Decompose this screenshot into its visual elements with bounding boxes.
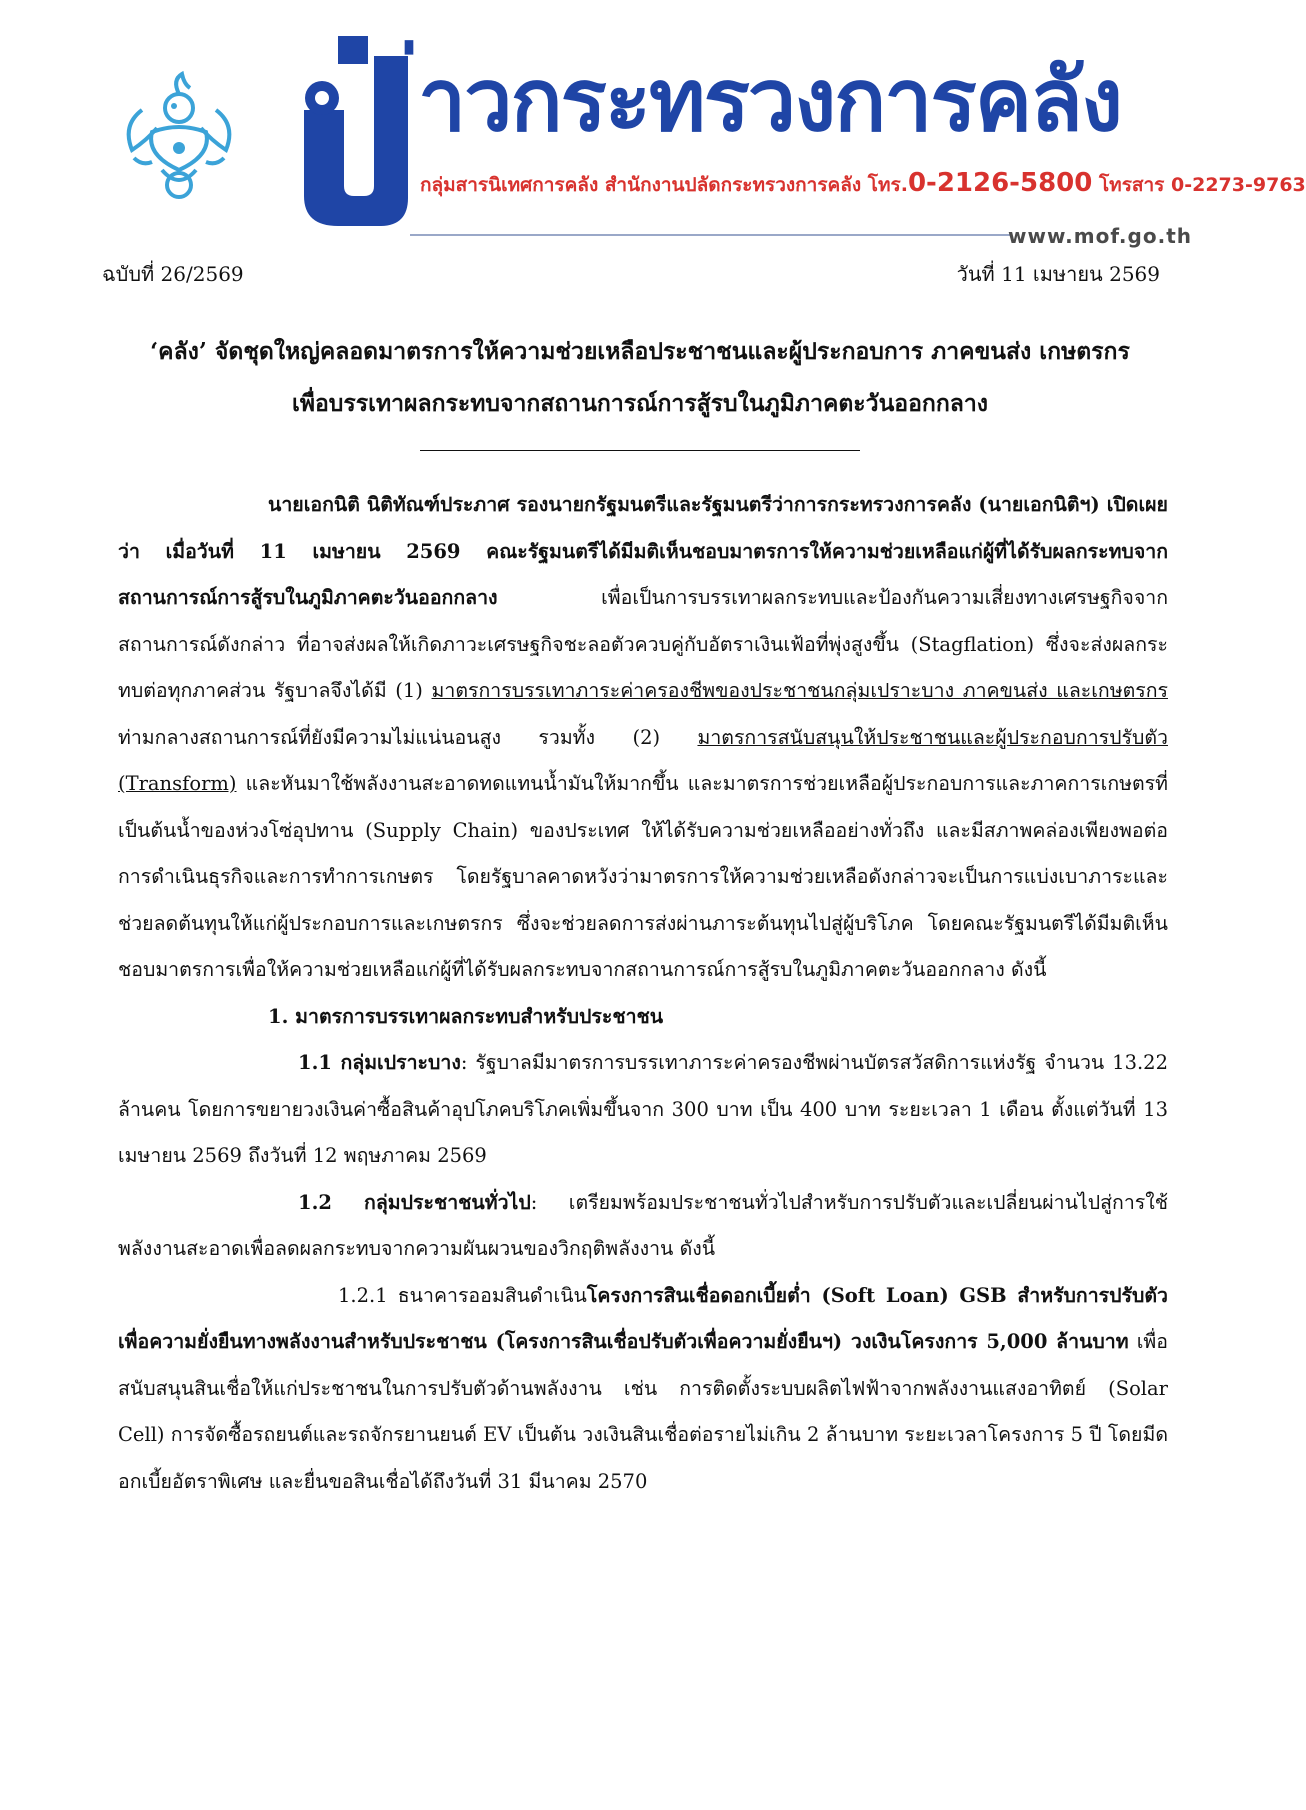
headline xyxy=(100,326,1180,430)
section-1-1 xyxy=(118,1040,1168,1180)
intro-bold: นายเอกนิติ นิติทัณฑ์ประภาศ รองนายกรัฐมนตรีและรัฐมนตรีว่าการกระทรวงการคลัง (นายเอกนิติฯ) เปิดเผยว่า เมื่อวันที่ 11 เมษายน 2569 คณะรัฐมนตรีได้มีมติเห็นชอบมาตรการให้ความช่วยเหลือแก่ผู้ที่ได้รับผลกระทบจากสถานการณ์การสู้รบในภูมิภาคตะวันออกกลาง xyxy=(118,493,1168,609)
release-date: วันที่ 11 เมษายน 2569 xyxy=(956,262,1160,286)
intro-text-3: และหันมาใช้พลังงานสะอาดทดแทนน้ำมันให้มากขึ้น และมาตรการช่วยเหลือผู้ประกอบการและภาคการเกษตรที่เป็นต้นน้ำของห่วงโซ่อุปทาน (Supply Chain) ของประเทศ ให้ได้รับความช่วยเหลืออย่างทั่วถึง และมีสภาพคล่องเพียงพอต่อการดำเนินธุรกิจและการทำการเกษตร โดยรัฐบาลคาดหวังว่ามาตรการให้ความช่วยเหลือดังกล่าวจะเป็นการแบ่งเบาภาระและช่วยลดต้นทุนให้แก่ผู้ประกอบการและเกษตรกร ซึ่งจะช่วยลดการส่งผ่านภาระต้นทุนไปสู่ผู้บริโภค โดยคณะรัฐมนตรีได้มีมติเห็นชอบมาตรการเพื่อให้ความช่วยเหลือแก่ผู้ที่ได้รับผลกระทบจากสถานการณ์การสู้รบในภูมิภาคตะวันออกกลาง ดังนี้ xyxy=(118,772,1168,981)
brand-initial-letter xyxy=(282,36,422,226)
brand-title: ่าวกระทรวงการคลัง xyxy=(420,51,1121,151)
paragraph-intro xyxy=(118,482,1168,994)
fax-number: 0-2273-9763 xyxy=(1171,174,1306,196)
measure-2-underlined: มาตรการสนับสนุนให้ประชาชนและผู้ประกอบการปรับตัว (Transform) xyxy=(118,725,1168,795)
section-1-2 xyxy=(118,1180,1168,1273)
measure-1-underlined: มาตรการบรรเทาภาระค่าครองชีพของประชาชนกลุ่มเปราะบาง ภาคขนส่ง และเกษตรกร xyxy=(431,679,1168,702)
section-1-2-1-bold: โครงการสินเชื่อดอกเบี้ยต่ำ (Soft Loan) GSB สำหรับการปรับตัวเพื่อความยั่งยืนทางพลังงานสำหรับประชาชน (โครงการสินเชื่อปรับตัวเพื่อความยั่งยืนฯ) วงเงินโครงการ 5,000 ล้านบาท xyxy=(118,1283,1168,1353)
ministry-garuda-logo-icon xyxy=(112,70,247,205)
section-1-title: 1. มาตรการบรรเทาผลกระทบสำหรับประชาชน xyxy=(268,1004,664,1028)
intro-text-2: ท่ามกลางสถานการณ์ที่ยังมีความไม่แน่นอนสูง รวมทั้ง (2) xyxy=(118,725,698,749)
contact-band xyxy=(420,168,1306,200)
office-line: กลุ่มสารนิเทศการคลัง สำนักงานปลัดกระทรวงการคลัง โทร. xyxy=(420,174,908,196)
section-1-1-label: 1.1 กลุ่มเปราะบาง xyxy=(298,1051,461,1074)
section-1-2-1-text-2: เพื่อสนับสนุนสินเชื่อให้แก่ประชาชนในการปรับตัวด้านพลังงาน เช่น การติดตั้งระบบผลิตไฟฟ้าจากพลังงานแสงอาทิตย์ (Solar Cell) การจัดซื้อรถยนต์และรถจักรยานยนต์ EV เป็นต้น วงเงินสินเชื่อต่อรายไม่เกิน 2 ล้านบาท ระยะเวลาโครงการ 5 ปี โดยมีดอกเบี้ยอัตราพิเศษ และยื่นขอสินเชื่อได้ถึงวันที่ 31 มีนาคม 2570 xyxy=(118,1330,1168,1493)
article-body xyxy=(118,482,1168,1505)
section-1-2-text: : เตรียมพร้อมประชาชนทั่วไปสำหรับการปรับตัวและเปลี่ยนผ่านไปสู่การใช้พลังงานสะอาดเพื่อลดผลกระทบจากความผันผวนของวิกฤติพลังงาน ดังนี้ xyxy=(118,1190,1168,1260)
masthead xyxy=(0,0,1306,250)
section-1-2-label: 1.2 กลุ่มประชาชนทั่วไป xyxy=(298,1190,531,1214)
issue-number: ฉบับที่ 26/2569 xyxy=(102,262,244,286)
phone-number: 0-2126-5800 xyxy=(907,168,1093,198)
section-1-1-text: : รัฐบาลมีมาตรการบรรเทาภาระค่าครองชีพผ่านบัตรสวัสดิการแห่งรัฐ จำนวน 13.22 ล้านคน โดยการขยายวงเงินค่าซื้อสินค้าอุปโภคบริโภคเพิ่มขึ้นจาก 300 บาท เป็น 400 บาท ระยะเวลา 1 เดือน ตั้งแต่วันที่ 13 เมษายน 2569 ถึงวันที่ 12 พฤษภาคม 2569 xyxy=(118,1051,1168,1167)
fax-label: โทรสาร xyxy=(1098,174,1165,196)
headline-rule xyxy=(420,450,860,451)
section-1-2-1 xyxy=(118,1273,1168,1506)
intro-text-1: เพื่อเป็นการบรรเทาผลกระทบและป้องกันความเสี่ยงทางเศรษฐกิจจากสถานการณ์ดังกล่าว ที่อาจส่งผลให้เกิดภาวะเศรษฐกิจชะลอตัวควบคู่กับอัตราเงินเฟ้อที่พุ่งสูงขึ้น (Stagflation) ซึ่งจะส่งผลกระทบต่อทุกภาคส่วน รัฐบาลจึงได้มี (1) xyxy=(118,586,1168,702)
website-link[interactable]: www.mof.go.th xyxy=(1008,224,1192,248)
section-1-2-1-text-1: 1.2.1 ธนาคารออมสินดำเนิน xyxy=(338,1283,587,1307)
headline-line-1: ‘คลัง’ จัดชุดใหญ่คลอดมาตรการให้ความช่วยเหลือประชาชนและผู้ประกอบการ ภาคขนส่ง เกษตรกร xyxy=(150,338,1130,365)
headline-line-2: เพื่อบรรเทาผลกระทบจากสถานการณ์การสู้รบในภูมิภาคตะวันออกกลาง xyxy=(291,390,989,417)
masthead-divider xyxy=(410,234,1012,236)
